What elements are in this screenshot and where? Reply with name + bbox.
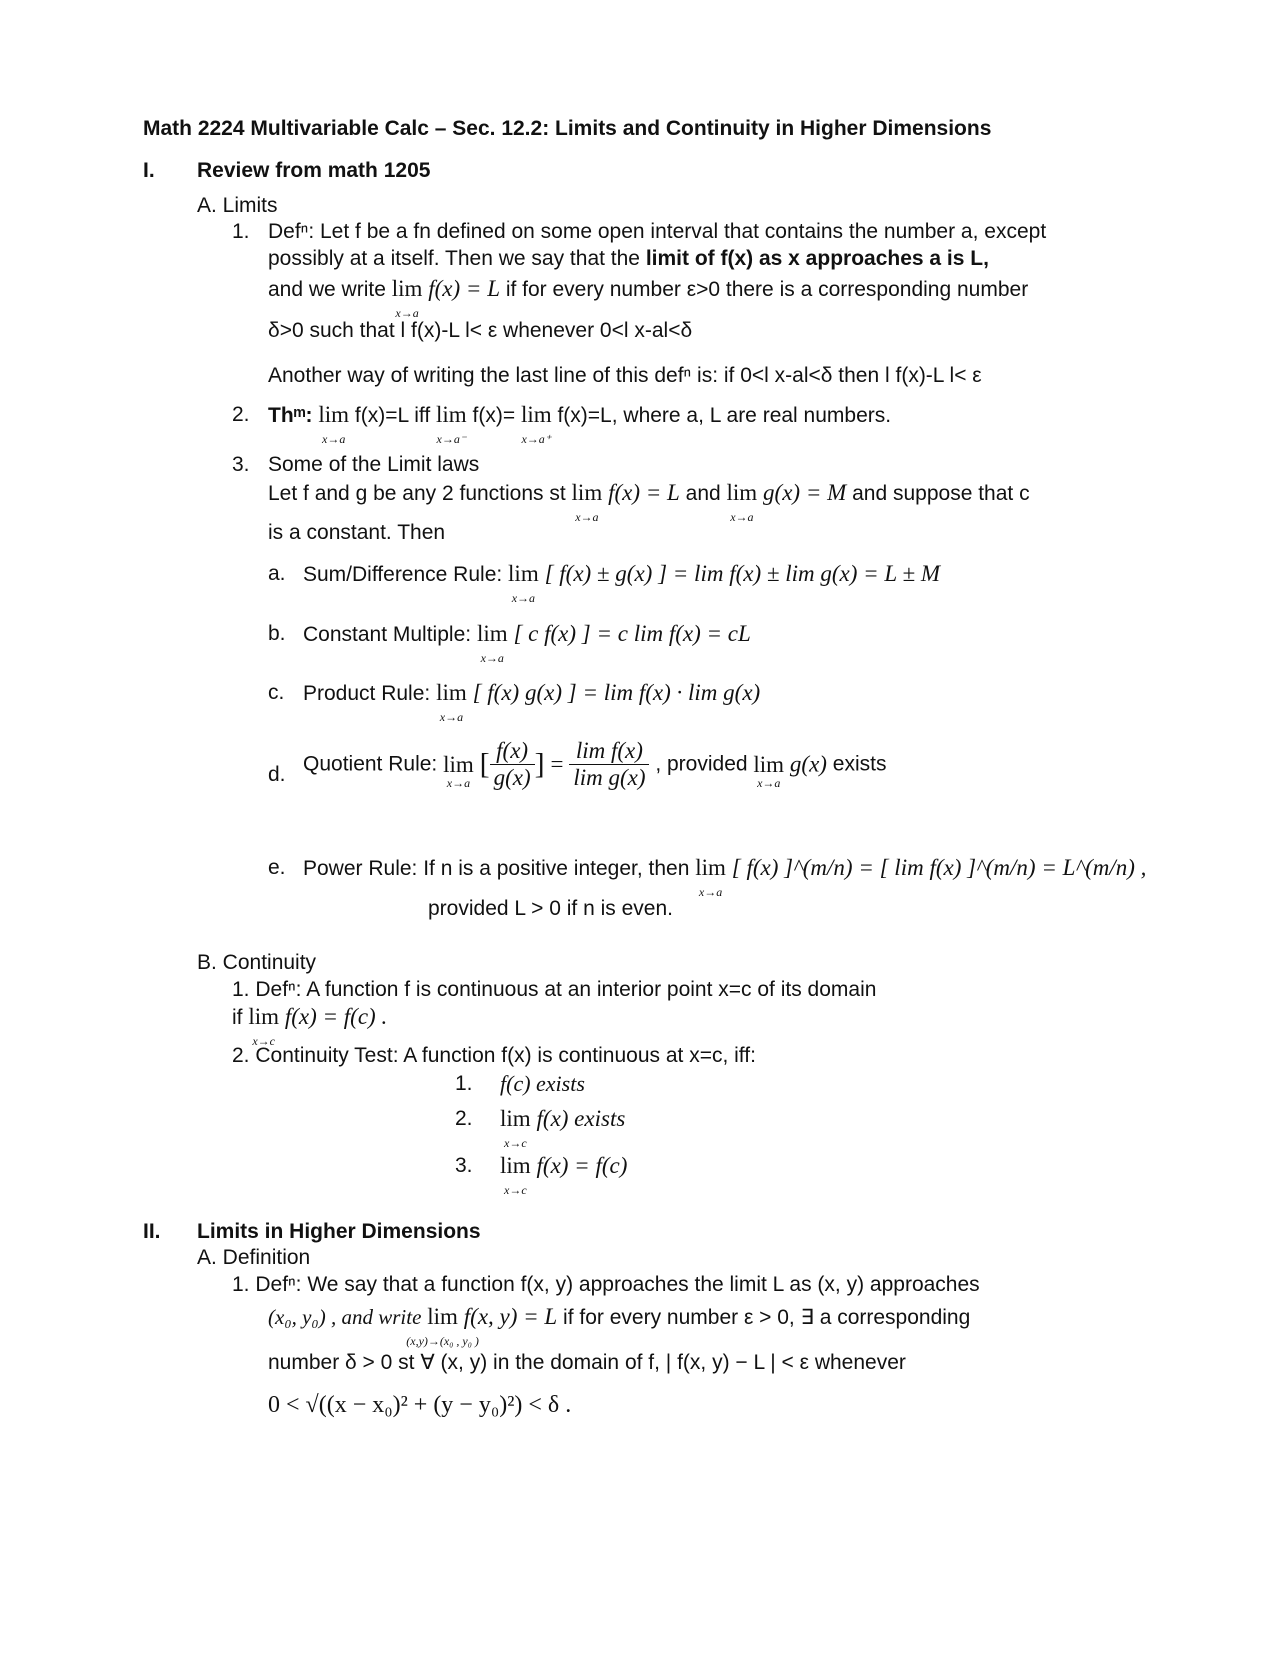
sec2-defn-line4: 0 < √((x − x₀)² + (y − y₀)²) < δ . (268, 1392, 572, 1418)
laws-line1-c: and (685, 482, 721, 505)
thm-2-part1: f(x)=L iff (354, 404, 431, 427)
rule-a-text: Sum/Difference Rule: (303, 563, 503, 586)
quotient-fraction (490, 738, 535, 791)
lim-subscript: x→a (480, 651, 504, 665)
sec2-defn-line3: number δ > 0 st ∀ (x, y) in the domain of f, | f(x, y) − L | < ε whenever (268, 1351, 906, 1374)
lim-operator: lim x→a (572, 480, 603, 506)
rule-d (303, 738, 886, 791)
rule-d-gx: g(x) (789, 751, 827, 777)
defn-1-line3-pre: and we write (268, 278, 386, 301)
test-item-3-number: 3. (455, 1154, 473, 1177)
lim-operator: lim x→a (508, 561, 539, 587)
lim-operator: lim x→a (727, 480, 758, 506)
lim-subscript: x→a (698, 885, 723, 899)
laws-3-line2: is a constant. Then (268, 521, 446, 544)
quotient-result-fraction (569, 738, 649, 791)
lim-subscript: x→c (504, 1136, 527, 1150)
rule-b-math: [ c f(x) ] = c lim f(x) = cL (513, 621, 751, 646)
subsection-definition: A. Definition (197, 1246, 311, 1269)
lim-subscript: (x,y)→(x₀ , y₀ ) (406, 1334, 479, 1348)
test-item-3-text: f(x) = f(c) (536, 1153, 628, 1178)
result-numerator: lim f(x) (575, 738, 643, 763)
rule-e-text: Power Rule: If n is a positive integer, then (303, 857, 690, 880)
thm-2-part2: f(x)= (472, 404, 516, 427)
rule-b-label: b. (268, 622, 286, 645)
thm-2-line (268, 402, 892, 446)
rule-b-text: Constant Multiple: (303, 623, 472, 646)
right-bracket: ] (534, 747, 545, 781)
quotient-numerator: f(x) (496, 738, 529, 763)
rule-a-label: a. (268, 562, 286, 585)
test-item-2 (500, 1106, 626, 1150)
lim-subscript: x→a⁺ (521, 432, 552, 446)
equals-sign: = (550, 751, 564, 777)
lim-operator: lim x→a (695, 855, 726, 881)
lim-operator: lim x→a (753, 751, 785, 790)
laws-3-line1 (268, 480, 1030, 524)
defn-1-line2-bold: limit of f(x) as x approaches a is L, (645, 247, 989, 270)
defn-1-line5: Another way of writing the last line of this defⁿ is: if 0<l x-al<δ then l f(x)-L l< ε (268, 364, 982, 387)
rule-c (303, 680, 761, 724)
test-item-2-text: f(x) exists (536, 1106, 626, 1131)
laws-line1-a: Let f and g be any 2 functions st (268, 482, 566, 505)
left-bracket: [ (479, 747, 490, 781)
section-2-number: II. (143, 1220, 161, 1243)
lim-subscript: x→a (439, 710, 464, 724)
defn-1-line3-post: if for every number ε>0 there is a corresponding number (505, 278, 1029, 301)
rule-a (303, 561, 941, 605)
rule-d-provided: , provided (655, 752, 748, 776)
continuity-if: if (232, 1006, 243, 1029)
sec2-line2-math: f(x, y) = L (463, 1304, 558, 1329)
laws-line1-e: and suppose that c (852, 482, 1030, 505)
defn-1-line4: δ>0 such that l f(x)-L l< ε whenever 0<l x-al<δ (268, 319, 693, 342)
subsection-limits: A. Limits (197, 194, 278, 217)
sec2-defn-line2 (268, 1304, 971, 1348)
rule-c-text: Product Rule: (303, 682, 431, 705)
lim-operator: lim x→c (248, 1004, 279, 1030)
defn-1-line3-math: f(x) = L (428, 276, 500, 301)
rule-c-label: c. (268, 681, 285, 704)
lim-subscript: x→c (504, 1183, 527, 1197)
section-1-title: Review from math 1205 (197, 159, 431, 182)
thm-2-number: 2. (232, 403, 250, 426)
lim-subscript: x→a (395, 306, 419, 320)
rule-d-label: d. (268, 763, 286, 786)
rule-a-math: [ f(x) ± g(x) ] = lim f(x) ± lim g(x) = L ± M (544, 561, 941, 586)
sec2-line2-b: if for every number ε > 0, ∃ a corresponding (563, 1306, 971, 1329)
rule-c-math: [ f(x) g(x) ] = lim f(x) · lim g(x) (472, 680, 761, 705)
subsection-continuity: B. Continuity (197, 951, 317, 974)
lim-subscript: x→a (511, 591, 536, 605)
rule-b (303, 621, 751, 665)
lim-operator: lim x→a⁺ (521, 402, 552, 428)
lim-subscript: x→a (322, 432, 346, 446)
continuity-test: 2. Continuity Test: A function f(x) is continuous at x=c, iff: (232, 1044, 756, 1067)
defn-1-number: 1. (232, 220, 250, 243)
rule-e-math: [ f(x) ]^(m/n) = [ lim f(x) ]^(m/n) = L^(m/n) , (731, 855, 1147, 880)
lim-operator: lim x→c (500, 1106, 531, 1132)
defn-1-line3 (268, 276, 1029, 320)
thm-2-part3: f(x)=L, where a, L are real numbers. (557, 404, 892, 427)
continuity-math: f(x) = f(c) . (284, 1004, 388, 1029)
quotient-denominator: g(x) (490, 764, 535, 791)
defn-1-line2-pre: possibly at a itself. Then we say that the (268, 247, 640, 270)
lim-subscript: x→a (446, 775, 471, 790)
laws-3-number: 3. (232, 453, 250, 476)
test-item-1: f(c) exists (500, 1071, 585, 1096)
laws-line1-d: g(x) = M (763, 480, 847, 505)
lim-subscript: x→c (252, 1034, 275, 1048)
lim-operator: lim (x,y)→(x₀ , y₀ ) (427, 1304, 458, 1330)
lim-subscript: x→a⁻ (436, 432, 467, 446)
lim-subscript: x→a (575, 510, 599, 524)
test-item-1-number: 1. (455, 1072, 473, 1095)
rule-e-line2: provided L > 0 if n is even. (428, 897, 673, 920)
lim-operator: lim x→c (500, 1153, 531, 1179)
laws-line1-b: f(x) = L (608, 480, 680, 505)
sec2-line2-a: (x₀, y₀) , and write (268, 1305, 422, 1329)
lim-operator: lim x→a (392, 276, 423, 302)
lim-subscript: x→a (730, 510, 754, 524)
section-1-number: I. (143, 159, 155, 182)
defn-1-line1: Defⁿ: Let f be a fn defined on some open interval that contains the number a, except (268, 220, 1047, 243)
rule-d-exists: exists (832, 752, 887, 776)
lim-operator: lim x→a (318, 402, 349, 428)
section-2-title: Limits in Higher Dimensions (197, 1220, 481, 1243)
lim-operator: lim x→a (436, 680, 467, 706)
lim-operator: lim x→a⁻ (436, 402, 467, 428)
laws-3-heading: Some of the Limit laws (268, 453, 480, 476)
defn-1-line2 (268, 246, 989, 272)
test-item-2-number: 2. (455, 1107, 473, 1130)
lim-operator: lim x→a (477, 621, 508, 647)
continuity-defn-line2 (232, 1004, 388, 1048)
lim-subscript: x→a (757, 775, 781, 790)
sec2-defn-line1: 1. Defⁿ: We say that a function f(x, y) approaches the limit L as (x, y) approaches (232, 1273, 980, 1296)
rule-e (303, 855, 1147, 899)
lim-operator: lim x→a (443, 751, 474, 790)
page-title: Math 2224 Multivariable Calc – Sec. 12.2: Limits and Continuity in Higher Dimensions (143, 117, 992, 140)
result-denominator: lim g(x) (569, 764, 649, 791)
continuity-defn: 1. Defⁿ: A function f is continuous at an interior point x=c of its domain (232, 978, 877, 1001)
rule-e-label: e. (268, 856, 286, 879)
thm-2-label: Thᵐ: (268, 404, 313, 427)
rule-d-text: Quotient Rule: (303, 752, 438, 776)
test-item-3 (500, 1153, 628, 1197)
